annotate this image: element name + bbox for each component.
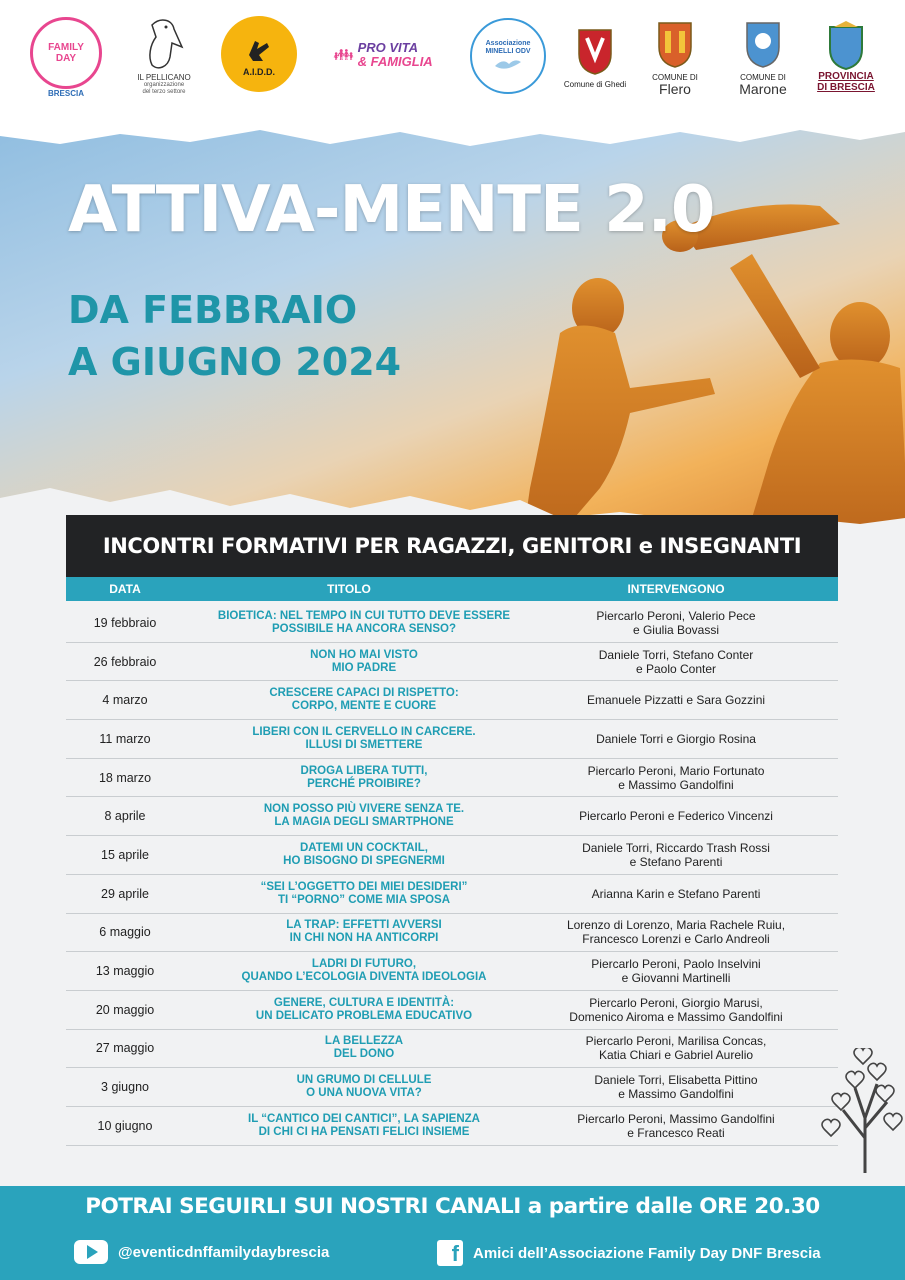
family-day-city: BRESCIA — [47, 88, 84, 98]
row-speakers — [514, 957, 838, 985]
row-speakers — [514, 1034, 838, 1062]
header-date: DATA — [109, 582, 141, 596]
table-row — [66, 875, 838, 914]
family-day-badge — [30, 17, 102, 89]
speakers-line: Francesco Lorenzi e Carlo Andreoli — [582, 932, 770, 947]
row-date: 15 aprile — [101, 847, 149, 862]
speakers-line: e Francesco Reati — [627, 1125, 725, 1140]
provincia-line2: DI BRESCIA — [817, 82, 875, 93]
speakers-line: Piercarlo Peroni, Giorgio Marusi, — [589, 995, 763, 1010]
speakers-line: e Stefano Parenti — [629, 854, 723, 869]
marone-line1: COMUNE DI — [740, 72, 786, 82]
title-line: DATEMI UN COCKTAIL, — [300, 841, 428, 854]
family-day-line1: FAMILY — [48, 41, 84, 53]
title-line: “SEI L’OGGETTO DEI MIEI DESIDERI” — [260, 880, 468, 893]
dates-line2: A GIUGNO 2024 — [68, 340, 402, 384]
title-line: UN DELICATO PROBLEMA EDUCATIVO — [255, 1009, 473, 1022]
family-figures-icon: 👪︎ — [333, 47, 352, 64]
row-date: 27 maggio — [95, 1041, 155, 1056]
provita-line1: PRO VITA — [357, 40, 419, 55]
row-title — [184, 997, 514, 1023]
youtube-icon — [74, 1240, 108, 1264]
row-title — [184, 1035, 514, 1061]
facebook-page: Amici dell’Associazione Family Day DNF Brescia — [473, 1244, 821, 1262]
title-line: IN CHI NON HA ANTICORPI — [289, 932, 439, 945]
flero-line1: COMUNE DI — [652, 72, 698, 82]
speakers-line: Daniele Torri, Riccardo Trash Rossi — [582, 840, 770, 855]
provincia-shield-icon — [826, 19, 866, 71]
schedule-table — [66, 604, 838, 1146]
table-row — [66, 759, 838, 798]
row-title — [184, 687, 514, 713]
row-speakers — [514, 609, 838, 637]
table-row — [66, 914, 838, 953]
event-dates — [68, 284, 401, 388]
heart-tree-icon — [815, 1048, 905, 1173]
title-line: NON POSSO PIÙ VIVERE SENZA TE. — [263, 803, 465, 816]
speakers-line: Emanuele Pizzatti e Sara Gozzini — [586, 693, 766, 708]
speakers-line: Lorenzo di Lorenzo, Maria Rachele Ruiu, — [566, 918, 786, 933]
row-date: 29 aprile — [101, 886, 149, 901]
speakers-line: e Massimo Gandolfini — [618, 777, 734, 792]
title-line: HO BISOGNO DI SPEGNERMI — [283, 854, 445, 867]
family-day-logo — [30, 14, 102, 100]
row-title — [184, 765, 514, 791]
row-date: 3 giugno — [101, 1080, 149, 1095]
title-line: UN GRUMO DI CELLULE — [296, 1074, 432, 1087]
row-title — [184, 842, 514, 868]
provincia-line1: PROVINCIA — [818, 71, 874, 82]
pelican-icon — [142, 17, 186, 73]
row-speakers — [514, 693, 838, 707]
row-date: 10 giugno — [97, 1118, 153, 1133]
speakers-line: Piercarlo Peroni, Massimo Gandolfini — [577, 1111, 775, 1126]
row-speakers — [514, 918, 838, 946]
marone-logo — [730, 8, 796, 104]
speakers-line: Piercarlo Peroni, Valerio Pece — [596, 608, 756, 623]
ghedi-shield-icon — [575, 24, 615, 76]
title-line: GENERE, CULTURA E IDENTITÀ: — [273, 996, 455, 1009]
row-title — [184, 610, 514, 636]
torn-paper-top — [0, 118, 905, 158]
speakers-line: Piercarlo Peroni, Marilisa Concas, — [585, 1034, 767, 1049]
title-line: BIOETICA: NEL TEMPO IN CUI TUTTO DEVE ESSERE — [217, 609, 511, 622]
row-speakers — [514, 809, 838, 823]
table-row — [66, 643, 838, 682]
title-line: QUANDO L’ECOLOGIA DIVENTA IDEOLOGIA — [241, 971, 487, 984]
title-line: DROGA LIBERA TUTTI, — [300, 764, 428, 777]
title-line: ILLUSI DI SMETTERE — [305, 738, 423, 751]
table-row — [66, 797, 838, 836]
title-line: POSSIBILE HA ANCORA SENSO? — [271, 622, 457, 635]
table-row — [66, 604, 838, 643]
title-line: CORPO, MENTE E CUORE — [291, 700, 437, 713]
row-date: 4 marzo — [102, 693, 148, 708]
row-title — [184, 919, 514, 945]
family-day-line2: DAY — [55, 52, 77, 64]
title-line: DEL DONO — [333, 1048, 395, 1061]
title-line: NON HO MAI VISTO — [310, 648, 418, 661]
row-date: 8 aprile — [104, 809, 146, 824]
dove-icon — [493, 56, 523, 72]
title-line: MIO PADRE — [331, 661, 397, 674]
provincia-logo — [813, 8, 879, 104]
row-date: 18 marzo — [98, 770, 152, 785]
footer — [0, 1186, 905, 1280]
title-line: LA BELLEZZA — [324, 1035, 404, 1048]
marone-shield-icon — [743, 17, 783, 69]
title-line: IL “CANTICO DEI CANTICI”, LA SAPIENZA — [248, 1112, 480, 1125]
row-date: 19 febbraio — [93, 615, 157, 630]
speakers-line: e Giulia Bovassi — [632, 622, 720, 637]
speakers-line: Daniele Torri, Stefano Conter — [598, 647, 754, 662]
speakers-line: Piercarlo Peroni e Federico Vincenzi — [579, 809, 773, 824]
speakers-line: e Massimo Gandolfini — [618, 1087, 734, 1102]
title-line: O UNA NUOVA VITA? — [306, 1087, 422, 1100]
minelli-line2: MINELLI ODV — [485, 48, 531, 55]
table-row — [66, 1068, 838, 1107]
marone-line2: Marone — [739, 80, 787, 97]
table-row — [66, 720, 838, 759]
table-row — [66, 836, 838, 875]
speakers-line: Arianna Karin e Stefano Parenti — [591, 886, 761, 901]
row-date: 11 marzo — [99, 731, 151, 746]
row-speakers — [514, 648, 838, 676]
title-line: LA MAGIA DEGLI SMARTPHONE — [274, 816, 454, 829]
row-title — [184, 649, 514, 675]
event-title: ATTIVA-MENTE 2.0 — [68, 173, 715, 247]
youtube-handle: @eventicdnffamilydaybrescia — [118, 1243, 330, 1261]
row-speakers — [514, 1073, 838, 1101]
row-date: 13 maggio — [95, 964, 155, 979]
row-speakers — [514, 764, 838, 792]
pellicano-sub1: organizzazione — [143, 81, 185, 88]
table-row — [66, 1107, 838, 1146]
speakers-line: Domenico Airoma e Massimo Gandolfini — [569, 1009, 783, 1024]
provita-line2: & FAMIGLIA — [357, 54, 433, 69]
title-line: TI “PORNO” COME MIA SPOSA — [277, 893, 451, 906]
row-title — [184, 726, 514, 752]
flero-logo — [642, 8, 708, 104]
row-date: 26 febbraio — [93, 654, 157, 669]
table-row — [66, 991, 838, 1030]
footer-headline: POTRAI SEGUIRLI SUI NOSTRI CANALI a partire dalle ORE 20.30 — [85, 1194, 820, 1219]
section-heading: INCONTRI FORMATIVI PER RAGAZZI, GENITORI e INSEGNANTI — [66, 515, 838, 577]
youtube-link[interactable] — [74, 1240, 329, 1264]
aidd-name: A.I.D.D. — [242, 67, 275, 77]
minelli-line1: Associazione — [485, 40, 531, 47]
row-title — [184, 1074, 514, 1100]
flero-shield-icon — [655, 17, 695, 69]
row-speakers — [514, 996, 838, 1024]
speakers-line: Daniele Torri e Giorgio Rosina — [596, 731, 756, 746]
speakers-line: Katia Chiari e Gabriel Aurelio — [598, 1048, 754, 1063]
facebook-icon: f — [437, 1240, 463, 1266]
aidd-logo — [221, 16, 297, 92]
title-line: CRESCERE CAPACI DI RISPETTO: — [269, 687, 459, 700]
pellicano-logo — [122, 6, 206, 106]
minelli-logo — [470, 18, 546, 94]
row-title — [184, 881, 514, 907]
title-line: DI CHI CI HA PENSATI FELICI INSIEME — [258, 1125, 470, 1138]
speakers-line: Daniele Torri, Elisabetta Pittino — [594, 1073, 758, 1088]
flero-line2: Flero — [659, 80, 691, 97]
row-speakers — [514, 841, 838, 869]
title-line: LIBERI CON IL CERVELLO IN CARCERE. — [252, 725, 476, 738]
row-title — [184, 958, 514, 984]
speakers-line: e Giovanni Martinelli — [621, 971, 731, 986]
dates-line1: DA FEBBRAIO — [68, 288, 358, 332]
table-row — [66, 681, 838, 720]
row-title — [184, 1113, 514, 1139]
provita-logo — [318, 38, 448, 72]
table-header — [66, 577, 838, 601]
row-date: 6 maggio — [99, 925, 151, 940]
hand-icon — [241, 31, 277, 67]
header-speakers: INTERVENGONO — [627, 582, 725, 596]
table-row — [66, 1030, 838, 1069]
row-title — [184, 803, 514, 829]
row-speakers — [514, 732, 838, 746]
table-row — [66, 952, 838, 991]
speakers-line: e Paolo Conter — [635, 661, 717, 676]
header-title: TITOLO — [327, 582, 371, 596]
ghedi-logo — [562, 8, 628, 104]
pellicano-sub2: del terzo settore — [142, 88, 186, 95]
ghedi-name: Comune di Ghedi — [563, 79, 627, 89]
title-line: LADRI DI FUTURO, — [311, 958, 417, 971]
title-line: LA TRAP: EFFETTI AVVERSI — [286, 919, 442, 932]
row-speakers — [514, 887, 838, 901]
pellicano-name: IL PELLICANO — [137, 72, 191, 82]
speakers-line: Piercarlo Peroni, Paolo Inselvini — [591, 957, 761, 972]
speakers-line: Piercarlo Peroni, Mario Fortunato — [587, 763, 765, 778]
row-speakers — [514, 1112, 838, 1140]
facebook-link[interactable] — [437, 1240, 821, 1266]
title-line: PERCHÉ PROIBIRE? — [307, 777, 421, 790]
row-date: 20 maggio — [95, 1002, 155, 1017]
logo-strip — [0, 0, 905, 118]
